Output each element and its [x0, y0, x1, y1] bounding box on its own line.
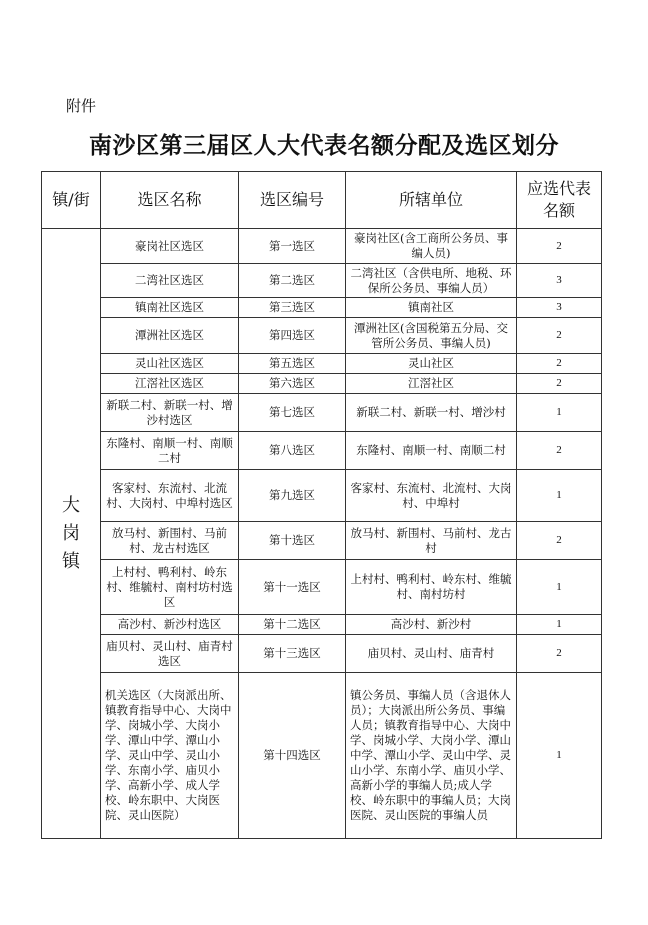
- district-code: 第九选区: [239, 470, 346, 522]
- district-seats: 2: [517, 354, 602, 374]
- district-units: 镇南社区: [346, 298, 517, 318]
- header-units: 所辖单位: [346, 172, 517, 229]
- district-seats: 1: [517, 673, 602, 839]
- table-row: [42, 264, 602, 298]
- district-seats: 2: [517, 522, 602, 560]
- district-units: 高沙村、新沙村: [346, 615, 517, 635]
- district-units: 潭洲社区(含国税第五分局、交管所公务员、事编人员): [346, 318, 517, 354]
- district-code: 第五选区: [239, 354, 346, 374]
- district-code: 第十二选区: [239, 615, 346, 635]
- district-seats: 1: [517, 394, 602, 432]
- district-units: 客家村、东流村、北流村、大岗村、中埠村: [346, 470, 517, 522]
- table-row: [42, 318, 602, 354]
- district-name: 上村村、鸭利村、岭东村、维毓村、南村坊村选区: [101, 560, 239, 615]
- district-units: 灵山社区: [346, 354, 517, 374]
- table-row: [42, 615, 602, 635]
- district-seats: 2: [517, 229, 602, 264]
- district-name: 二湾社区选区: [101, 264, 239, 298]
- table-row: [42, 470, 602, 522]
- district-seats: 2: [517, 318, 602, 354]
- district-code: 第十选区: [239, 522, 346, 560]
- district-name: 镇南社区选区: [101, 298, 239, 318]
- district-code: 第八选区: [239, 432, 346, 470]
- district-name: 东隆村、南顺一村、南顺二村: [101, 432, 239, 470]
- town-cell: 大岗镇: [42, 229, 101, 839]
- district-name: 灵山社区选区: [101, 354, 239, 374]
- district-code: 第三选区: [239, 298, 346, 318]
- district-code: 第二选区: [239, 264, 346, 298]
- district-code: 第十三选区: [239, 635, 346, 673]
- district-seats: 3: [517, 298, 602, 318]
- district-code: 第十四选区: [239, 673, 346, 839]
- table-row: [42, 354, 602, 374]
- district-name: 豪岗社区选区: [101, 229, 239, 264]
- district-name: 庙贝村、灵山村、庙青村选区: [101, 635, 239, 673]
- header-district-code: 选区编号: [239, 172, 346, 229]
- table-row: [42, 229, 602, 264]
- district-seats: 1: [517, 615, 602, 635]
- district-units: 庙贝村、灵山村、庙青村: [346, 635, 517, 673]
- table-header-row: [42, 172, 602, 229]
- attachment-label: 附件: [66, 97, 97, 115]
- table-row: [42, 522, 602, 560]
- district-seats: 2: [517, 374, 602, 394]
- header-town: 镇/街: [42, 172, 101, 229]
- district-units: 新联二村、新联一村、增沙村: [346, 394, 517, 432]
- table-row: [42, 560, 602, 615]
- district-code: 第六选区: [239, 374, 346, 394]
- district-units: 江滘社区: [346, 374, 517, 394]
- header-seats: 应选代表名额: [517, 172, 602, 229]
- table-row: [42, 635, 602, 673]
- table-row: [42, 432, 602, 470]
- district-seats: 1: [517, 560, 602, 615]
- district-code: 第七选区: [239, 394, 346, 432]
- district-code: 第十一选区: [239, 560, 346, 615]
- district-units: 东隆村、南顺一村、南顺二村: [346, 432, 517, 470]
- district-name: 新联二村、新联一村、增沙村选区: [101, 394, 239, 432]
- district-seats: 1: [517, 470, 602, 522]
- district-units: 上村村、鸭利村、岭东村、维毓村、南村坊村: [346, 560, 517, 615]
- district-units: 二湾社区（含供电所、地税、环保所公务员、事编人员）: [346, 264, 517, 298]
- district-units: 豪岗社区(含工商所公务员、事编人员): [346, 229, 517, 264]
- district-name: 高沙村、新沙村选区: [101, 615, 239, 635]
- district-seats: 2: [517, 432, 602, 470]
- district-name: 江滘社区选区: [101, 374, 239, 394]
- district-seats: 3: [517, 264, 602, 298]
- district-table: [41, 171, 602, 839]
- district-units: 放马村、新围村、马前村、龙古村: [346, 522, 517, 560]
- table-row: [42, 374, 602, 394]
- table-row: [42, 298, 602, 318]
- district-name: 潭洲社区选区: [101, 318, 239, 354]
- page-title: 南沙区第三届区人大代表名额分配及选区划分: [89, 132, 559, 159]
- district-name: 机关选区（大岗派出所、镇教育指导中心、大岗中学、岗城小学、大岗小学、潭山中学、潭山小学、灵山中学、灵山小学、东南小学、庙贝小学、高新小学、成人学校、岭东职中、大岗医院、灵山医院）: [101, 673, 239, 839]
- table-row: [42, 394, 602, 432]
- district-code: 第四选区: [239, 318, 346, 354]
- district-name: 放马村、新围村、马前村、龙古村选区: [101, 522, 239, 560]
- district-code: 第一选区: [239, 229, 346, 264]
- district-seats: 2: [517, 635, 602, 673]
- district-name: 客家村、东流村、北流村、大岗村、中埠村选区: [101, 470, 239, 522]
- header-district-name: 选区名称: [101, 172, 239, 229]
- district-units: 镇公务员、事编人员（含退休人员）；大岗派出所公务员、事编人员；镇教育指导中心、大岗中学、岗城小学、大岗小学、潭山中学、潭山小学、灵山中学、灵山小学、东南小学、庙贝小学、高新小学的事编人员;成人学校、岭东职中的事编人员；大岗医院、灵山医院的事编人员: [346, 673, 517, 839]
- table-row: [42, 673, 602, 839]
